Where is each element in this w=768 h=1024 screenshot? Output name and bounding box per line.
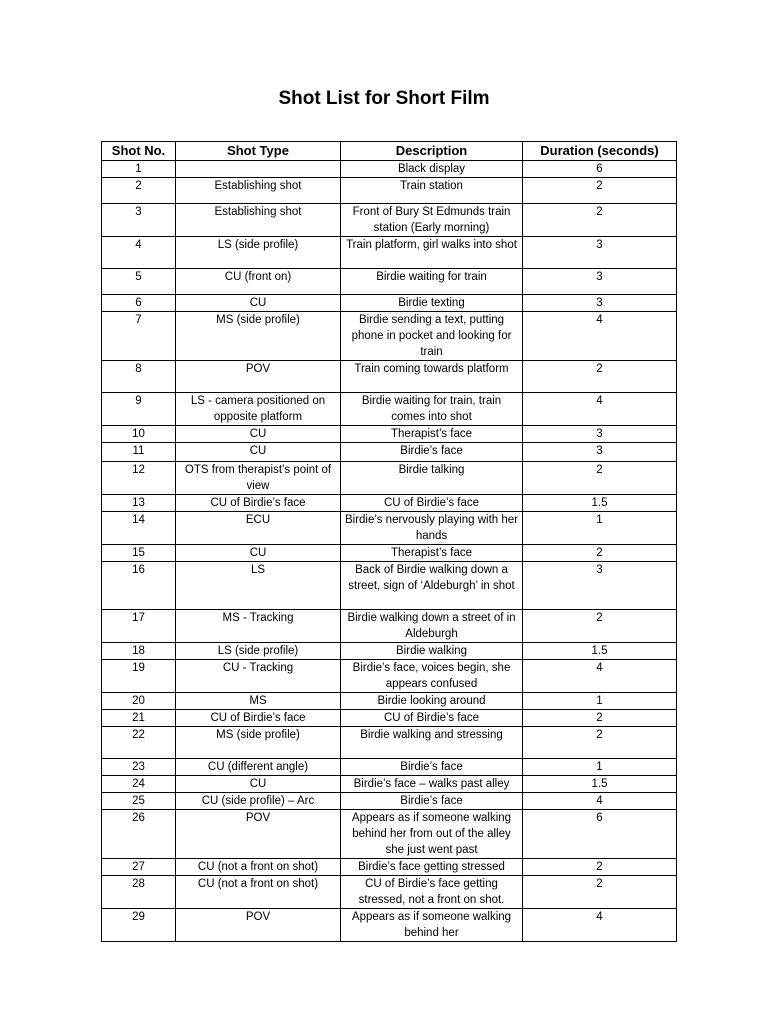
cell-shot-type: MS [176, 693, 341, 710]
cell-shot-type: CU [176, 426, 341, 443]
cell-description: Train platform, girl walks into shot [341, 237, 523, 269]
cell-description: Birdie’s face [341, 793, 523, 810]
cell-duration: 1 [523, 759, 677, 776]
table-row [102, 710, 677, 727]
cell-shot-no: 25 [102, 793, 176, 810]
cell-shot-no: 6 [102, 295, 176, 312]
cell-shot-no: 14 [102, 512, 176, 545]
cell-description: Appears as if someone walking behind her from out of the alley she just went past [341, 810, 523, 859]
cell-description: Birdie waiting for train [341, 269, 523, 295]
cell-duration: 2 [523, 859, 677, 876]
cell-shot-no: 21 [102, 710, 176, 727]
cell-description: Birdie sending a text, putting phone in pocket and looking for train [341, 312, 523, 361]
table-row [102, 776, 677, 793]
table-row [102, 295, 677, 312]
cell-shot-no: 15 [102, 545, 176, 562]
column-header-description: Description [341, 142, 523, 161]
cell-duration: 1.5 [523, 643, 677, 660]
column-header-shot-no: Shot No. [102, 142, 176, 161]
cell-description: Birdie’s face [341, 443, 523, 462]
cell-duration: 4 [523, 909, 677, 942]
cell-shot-type: CU (not a front on shot) [176, 876, 341, 909]
cell-shot-no: 19 [102, 660, 176, 693]
cell-shot-type: POV [176, 810, 341, 859]
cell-shot-type [176, 161, 341, 178]
cell-shot-type: MS - Tracking [176, 610, 341, 643]
table-row [102, 859, 677, 876]
cell-shot-no: 7 [102, 312, 176, 361]
cell-shot-no: 22 [102, 727, 176, 759]
cell-description: Appears as if someone walking behind her [341, 909, 523, 942]
table-row [102, 361, 677, 393]
cell-duration: 3 [523, 269, 677, 295]
cell-duration: 6 [523, 161, 677, 178]
cell-description: Birdie’s face [341, 759, 523, 776]
table-row [102, 610, 677, 643]
shot-list-table [101, 141, 677, 942]
cell-description: Birdie’s face getting stressed [341, 859, 523, 876]
cell-shot-type: LS [176, 562, 341, 610]
table-row [102, 443, 677, 462]
cell-duration: 3 [523, 237, 677, 269]
table-row [102, 643, 677, 660]
table-row [102, 793, 677, 810]
page-title: Shot List for Short Film [278, 88, 490, 109]
cell-shot-no: 28 [102, 876, 176, 909]
cell-shot-type: CU [176, 443, 341, 462]
cell-shot-no: 5 [102, 269, 176, 295]
cell-shot-type: CU - Tracking [176, 660, 341, 693]
cell-description: Birdie texting [341, 295, 523, 312]
cell-description: Birdie walking down a street of in Aldeburgh [341, 610, 523, 643]
cell-shot-no: 29 [102, 909, 176, 942]
cell-shot-type: OTS from therapist’s point of view [176, 462, 341, 495]
cell-description: CU of Birdie’s face [341, 710, 523, 727]
cell-description: Therapist’s face [341, 545, 523, 562]
cell-description: CU of Birdie’s face getting stressed, not a front on shot. [341, 876, 523, 909]
cell-shot-type: CU of Birdie’s face [176, 495, 341, 512]
cell-duration: 1 [523, 512, 677, 545]
table-row [102, 426, 677, 443]
cell-shot-type: POV [176, 361, 341, 393]
cell-shot-type: CU (side profile) – Arc [176, 793, 341, 810]
cell-shot-no: 9 [102, 393, 176, 426]
table-row [102, 759, 677, 776]
cell-duration: 2 [523, 361, 677, 393]
cell-description: Train station [341, 178, 523, 204]
cell-description: Therapist’s face [341, 426, 523, 443]
cell-shot-type: Establishing shot [176, 204, 341, 237]
cell-shot-no: 13 [102, 495, 176, 512]
cell-shot-type: CU [176, 295, 341, 312]
table-row [102, 204, 677, 237]
cell-description: Birdie walking and stressing [341, 727, 523, 759]
cell-shot-type: CU (front on) [176, 269, 341, 295]
cell-description: CU of Birdie’s face [341, 495, 523, 512]
table-row [102, 512, 677, 545]
cell-shot-no: 20 [102, 693, 176, 710]
cell-shot-type: CU of Birdie’s face [176, 710, 341, 727]
cell-shot-type: Establishing shot [176, 178, 341, 204]
table-row [102, 876, 677, 909]
cell-duration: 2 [523, 462, 677, 495]
cell-shot-no: 4 [102, 237, 176, 269]
cell-duration: 2 [523, 545, 677, 562]
cell-duration: 2 [523, 178, 677, 204]
cell-shot-no: 17 [102, 610, 176, 643]
cell-description: Birdie’s nervously playing with her hands [341, 512, 523, 545]
table-row [102, 462, 677, 495]
cell-shot-type: POV [176, 909, 341, 942]
column-header-duration: Duration (seconds) [523, 142, 677, 161]
cell-shot-type: MS (side profile) [176, 312, 341, 361]
cell-shot-no: 11 [102, 443, 176, 462]
cell-shot-no: 16 [102, 562, 176, 610]
cell-description: Birdie talking [341, 462, 523, 495]
cell-duration: 4 [523, 393, 677, 426]
cell-shot-type: CU (different angle) [176, 759, 341, 776]
cell-duration: 3 [523, 295, 677, 312]
column-header-shot-type: Shot Type [176, 142, 341, 161]
table-row [102, 545, 677, 562]
cell-shot-no: 1 [102, 161, 176, 178]
cell-description: Black display [341, 161, 523, 178]
cell-description: Birdie waiting for train, train comes into shot [341, 393, 523, 426]
cell-description: Train coming towards platform [341, 361, 523, 393]
table-row [102, 269, 677, 295]
cell-duration: 4 [523, 793, 677, 810]
table-row [102, 660, 677, 693]
cell-duration: 4 [523, 312, 677, 361]
table-row [102, 237, 677, 269]
cell-duration: 4 [523, 660, 677, 693]
cell-description: Front of Bury St Edmunds train station (Early morning) [341, 204, 523, 237]
cell-shot-type: CU [176, 545, 341, 562]
cell-shot-type: LS (side profile) [176, 643, 341, 660]
cell-duration: 2 [523, 710, 677, 727]
cell-shot-no: 24 [102, 776, 176, 793]
table-row [102, 312, 677, 361]
cell-description: Birdie’s face, voices begin, she appears confused [341, 660, 523, 693]
cell-duration: 6 [523, 810, 677, 859]
table-row [102, 562, 677, 610]
table-header-row [102, 142, 677, 161]
table-row [102, 393, 677, 426]
table-row [102, 693, 677, 710]
cell-duration: 1.5 [523, 776, 677, 793]
cell-duration: 2 [523, 204, 677, 237]
cell-shot-no: 26 [102, 810, 176, 859]
cell-duration: 2 [523, 876, 677, 909]
cell-duration: 1 [523, 693, 677, 710]
cell-shot-type: MS (side profile) [176, 727, 341, 759]
table-row [102, 495, 677, 512]
cell-description: Back of Birdie walking down a street, sign of ‘Aldeburgh’ in shot [341, 562, 523, 610]
table-body [102, 161, 677, 942]
cell-shot-type: CU (not a front on shot) [176, 859, 341, 876]
table-row [102, 727, 677, 759]
cell-shot-no: 18 [102, 643, 176, 660]
table-row [102, 178, 677, 204]
cell-duration: 3 [523, 562, 677, 610]
cell-duration: 3 [523, 443, 677, 462]
cell-shot-no: 27 [102, 859, 176, 876]
table-row [102, 810, 677, 859]
cell-shot-no: 12 [102, 462, 176, 495]
cell-duration: 2 [523, 610, 677, 643]
cell-shot-type: LS - camera positioned on opposite platform [176, 393, 341, 426]
cell-shot-no: 2 [102, 178, 176, 204]
cell-shot-no: 8 [102, 361, 176, 393]
cell-duration: 1.5 [523, 495, 677, 512]
cell-description: Birdie looking around [341, 693, 523, 710]
table-row [102, 161, 677, 178]
cell-duration: 2 [523, 727, 677, 759]
cell-shot-no: 10 [102, 426, 176, 443]
cell-shot-type: ECU [176, 512, 341, 545]
table-row [102, 909, 677, 942]
cell-description: Birdie walking [341, 643, 523, 660]
cell-shot-no: 23 [102, 759, 176, 776]
cell-description: Birdie’s face – walks past alley [341, 776, 523, 793]
cell-shot-type: LS (side profile) [176, 237, 341, 269]
cell-duration: 3 [523, 426, 677, 443]
cell-shot-no: 3 [102, 204, 176, 237]
cell-shot-type: CU [176, 776, 341, 793]
